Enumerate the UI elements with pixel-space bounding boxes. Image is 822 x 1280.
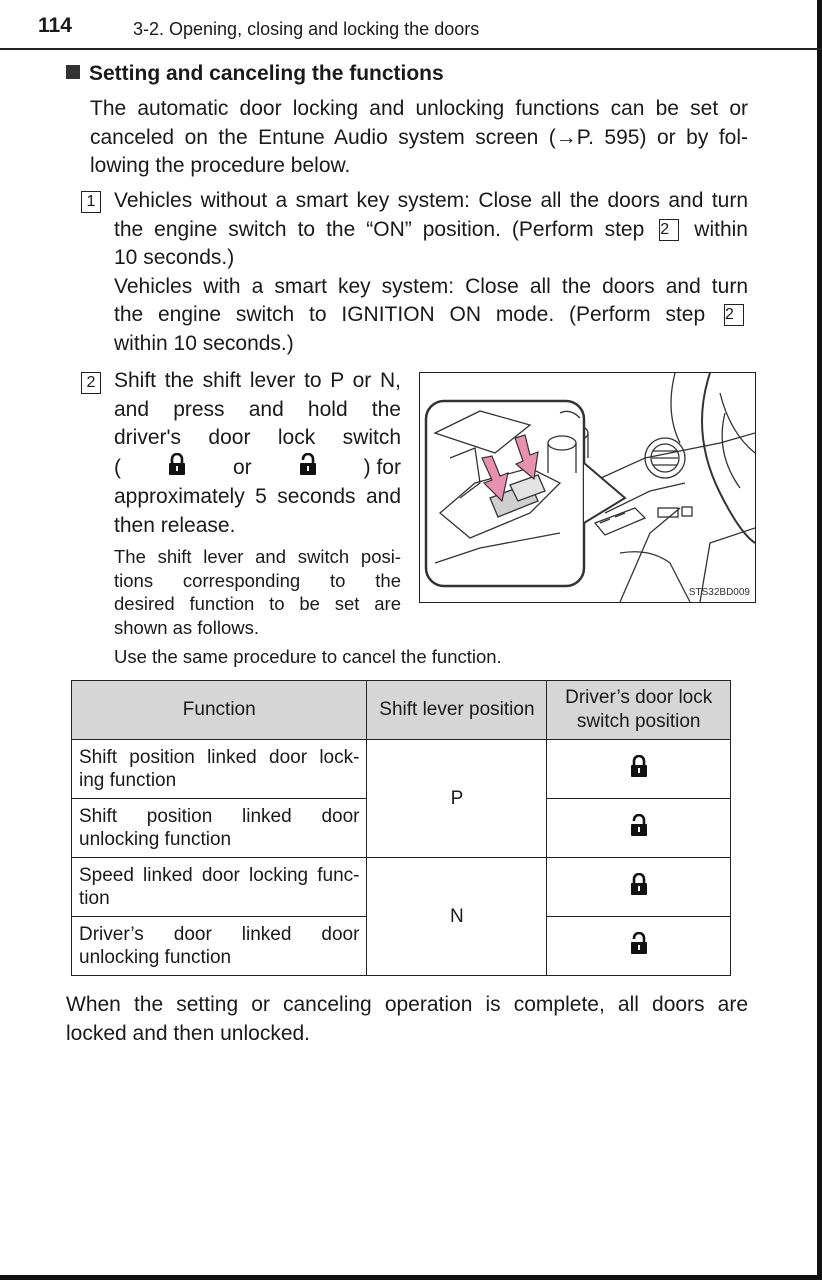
step-1-line: the engine switch to the “ON” position. (Perform step 2 within bbox=[114, 217, 748, 241]
page-number: 114 bbox=[38, 14, 72, 37]
step-1-line: Vehicles with a smart key system: Close all the doors and turn bbox=[114, 274, 748, 298]
note-line: desired function to be set are bbox=[114, 593, 401, 614]
intro-line: canceled on the Entune Audio system screen (→P. 595) or by fol- bbox=[90, 125, 748, 149]
door-lock-switch-illustration bbox=[419, 372, 756, 603]
closing-line: locked and then unlocked. bbox=[66, 1021, 311, 1045]
lock-icon bbox=[630, 761, 648, 782]
intro-line: The automatic door locking and unlocking functions can be set or bbox=[90, 97, 748, 120]
chapter-title: 3-2. Opening, closing and locking the doors bbox=[133, 19, 480, 39]
square-bullet-icon bbox=[66, 65, 80, 79]
function-table bbox=[71, 680, 731, 976]
header-shift-lever: Shift lever position bbox=[367, 681, 547, 740]
note-line: tions corresponding to the bbox=[114, 569, 401, 591]
step-2-line: approximately 5 seconds and bbox=[114, 485, 401, 508]
step-1-line: within 10 seconds.) bbox=[114, 331, 294, 355]
unlock-icon bbox=[630, 938, 648, 959]
table-header-row bbox=[72, 681, 731, 740]
step-2-line: Shift the shift lever to P or N, bbox=[114, 369, 401, 392]
step-2-note bbox=[114, 545, 401, 639]
function-cell: Shift position linked door lock- ing function bbox=[72, 740, 367, 799]
page-edge-right bbox=[817, 0, 822, 1280]
step-1-line: 10 seconds.) bbox=[114, 246, 235, 269]
illustration-drawing bbox=[420, 373, 755, 602]
step-2-text bbox=[114, 367, 401, 540]
shift-position-cell: N bbox=[367, 858, 547, 976]
step-ref-badge: 2 bbox=[724, 304, 744, 326]
header-switch-position: Driver’s door lock switch position bbox=[547, 681, 731, 740]
function-cell: Shift position linked door unlocking function bbox=[72, 799, 367, 858]
step-1-line: the engine switch to IGNITION ON mode. (Perform step 2 bbox=[114, 301, 748, 330]
step-2-line: driver's door lock switch bbox=[114, 426, 401, 449]
section-heading-text: Setting and canceling the functions bbox=[89, 62, 444, 85]
step-1-line: Vehicles without a smart key system: Close all the doors and turn bbox=[114, 189, 748, 212]
unlock-icon bbox=[630, 820, 648, 841]
step-1-text bbox=[114, 187, 748, 358]
note-line: The shift lever and switch posi- bbox=[114, 546, 401, 567]
step-2-badge: 2 bbox=[81, 372, 101, 394]
lock-icon bbox=[630, 879, 648, 900]
step-1-badge: 1 bbox=[81, 191, 101, 213]
table-row bbox=[72, 740, 731, 799]
figure-code: STS32BD009 bbox=[688, 587, 750, 598]
function-cell: Driver’s door linked door unlocking function bbox=[72, 917, 367, 976]
step-ref-badge: 2 bbox=[659, 219, 679, 241]
closing-line: When the setting or canceling operation is complete, all doors are bbox=[66, 993, 748, 1016]
switch-position-cell bbox=[547, 799, 731, 858]
header-function: Function bbox=[72, 681, 367, 740]
intro-paragraph bbox=[90, 95, 748, 181]
table-row bbox=[72, 858, 731, 917]
closing-paragraph bbox=[66, 991, 748, 1048]
step-2-line: then release. bbox=[114, 513, 236, 537]
cancel-note: Use the same procedure to cancel the function. bbox=[114, 646, 502, 667]
function-cell: Speed linked door locking func- tion bbox=[72, 858, 367, 917]
step-2-line: ( or ) for bbox=[114, 453, 401, 484]
intro-line: lowing the procedure below. bbox=[90, 154, 351, 177]
switch-position-cell bbox=[547, 917, 731, 976]
unlock-icon bbox=[299, 453, 317, 484]
switch-position-cell bbox=[547, 740, 731, 799]
lock-icon bbox=[168, 453, 186, 484]
section-heading bbox=[66, 62, 444, 86]
shift-position-cell: P bbox=[367, 740, 547, 858]
note-line: shown as follows. bbox=[114, 616, 259, 638]
switch-position-cell bbox=[547, 858, 731, 917]
header-divider bbox=[0, 48, 822, 50]
step-2-line: and press and hold the bbox=[114, 397, 401, 421]
page-edge-bottom bbox=[0, 1275, 822, 1280]
